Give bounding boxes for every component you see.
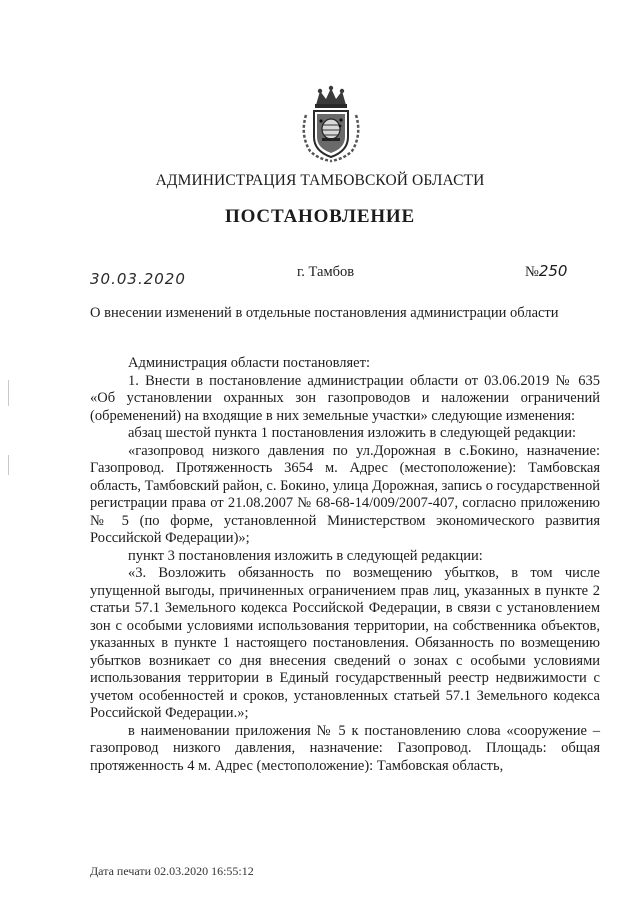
paragraph: «газопровод низкого давления по ул.Дорожная в с.Бокино, назначение: Газопровод. Протяженность 3654 м. Адрес (местоположение): Тамбовская область, Тамбовский район, с. Бокино, улица Дорожная, запись о государственной регистрации права от 21.08.2007 № 68-68-14/009/2007-407, согласно приложению № 5 (по форме, установленной Министерством экономического развития Российской Федерации)»; bbox=[90, 442, 600, 546]
paragraph: 1. Внести в постановление администрации области от 03.06.2019 № 635 «Об установлении охранных зон газопроводов и наложении ограничений (обременений) на входящие в них земельные участки» следующие изменения: bbox=[90, 372, 600, 424]
organization-title: АДМИНИСТРАЦИЯ ТАМБОВСКОЙ ОБЛАСТИ bbox=[155, 172, 485, 189]
handwritten-number: 250 bbox=[538, 262, 568, 280]
document-subject: О внесении изменений в отдельные постановления администрации области bbox=[90, 305, 559, 321]
paragraph: абзац шестой пункта 1 постановления изложить в следующей редакции: bbox=[128, 425, 576, 441]
handwritten-date: 30.03.2020 bbox=[90, 270, 186, 288]
document-number bbox=[525, 262, 567, 281]
scan-artifact bbox=[8, 380, 9, 406]
coat-of-arms-icon bbox=[296, 85, 366, 163]
number-sign: № bbox=[525, 264, 539, 280]
document-body bbox=[90, 355, 600, 775]
paragraph: в наименовании приложения № 5 к постановлению слова «сооружение – газопровод низкого давления, назначение: Газопровод. Площадь: общая протяженность 4 м. Адрес (местоположение): Тамбовская область, bbox=[90, 722, 600, 774]
paragraph: пункт 3 постановления изложить в следующей редакции: bbox=[128, 547, 483, 564]
print-date-footer: Дата печати 02.03.2020 16:55:12 bbox=[90, 864, 254, 878]
city-label: г. Тамбов bbox=[297, 264, 355, 280]
paragraph: «3. Возложить обязанность по возмещению убытков, в том числе упущенной выгоды, причиненных ограничением прав лиц, указанных в пункте 2 статьи 57.1 Земельного кодекса Российской Федерации, в связи с установлением зон с особыми условиями использования территории, на собственника объектов, указанных в пункте 1 настоящего постановления. Обязанность по возмещению убытков возникает со дня внесения сведений о зонах с особыми условиями использования территории в Единый государственный реестр недвижимости с учетом особенностей и сроков, установленных статьей 57.1 Земельного кодекса Российской Федерации.»; bbox=[90, 565, 600, 721]
paragraph: Администрация области постановляет: bbox=[128, 355, 370, 371]
scan-artifact bbox=[8, 455, 9, 475]
document-type-heading: ПОСТАНОВЛЕНИЕ bbox=[225, 206, 415, 227]
